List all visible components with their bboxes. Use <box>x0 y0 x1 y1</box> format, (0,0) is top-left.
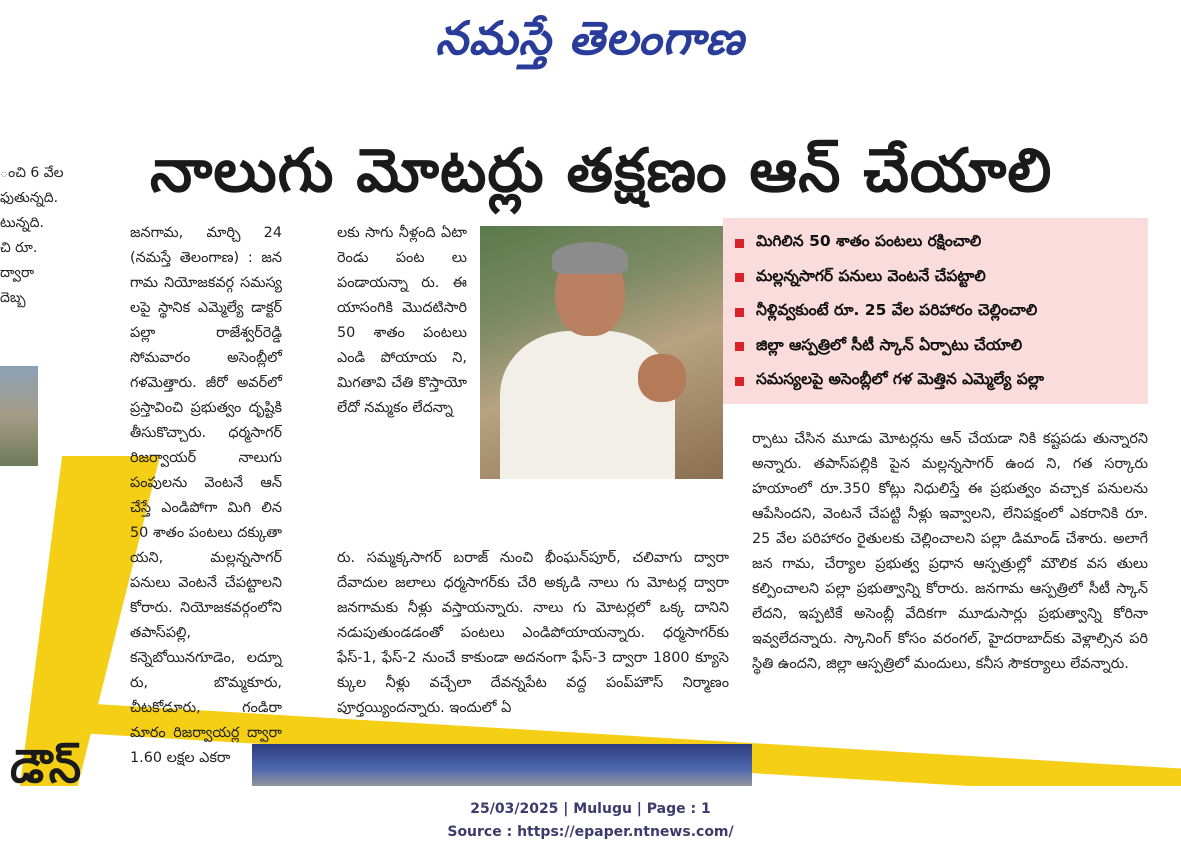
mla-photo <box>480 226 723 479</box>
highlight-item <box>735 295 1140 330</box>
article-column-2-continued: రు. సమ్మక్కసాగర్ బరాజ్ నుంచి భీంఘన్‌పూర్, చలివాగు ద్వారా దేవాదుల జలాలు ధర్మసాగర్‌కు చేరి అక్కడి నాలు గు మోటర్ల ద్వారా జనగామకు నీళ్లు వస్తాయన్నారు. నాలు గు మోటర్లలో ఒక్క దానిని నడుపుతుండడంతో పంటలు ఎండిపోయాయన్నారు. ధర్మసాగర్‌కు ఫేస్-1, ఫేస్-2 నుంచే కాకుండా అదనంగా ఫేస్-3 ద్వారా 1800 క్యూసె క్కుల నీళ్లు వచ్చేలా దేవన్నపేట వద్ద పంప్‌హౌస్ నిర్మాణం పూర్తయ్యిందన్నారు. ఇందులో ఏ <box>337 550 729 716</box>
adjacent-article-fragment <box>0 161 90 311</box>
highlight-item <box>735 364 1140 399</box>
highlight-item <box>735 261 1140 296</box>
article-headline: నాలుగు మోటర్లు తక్షణం ఆన్ చేయాలి <box>150 136 1053 206</box>
bullet-square-icon <box>735 342 744 351</box>
highlight-text: మల్లన్నసాగర్ పనులు వెంటనే చేపట్టాలి <box>756 266 986 285</box>
photo-shirt <box>500 331 675 479</box>
fragment-line: దెబ్బ <box>0 290 26 306</box>
article-column-1: జనగామ, మార్చి 24 (నమస్తే తెలంగాణ) : జన గామ నియోజకవర్గ సమస్య లపై స్థానిక ఎమ్మెల్యే డాక్టర్ పల్లా రాజేశ్వర్‌రెడ్డి సోమవారం అసెంబ్లీలో గళమెత్తారు. జీరో అవర్‌లో ప్రస్తావించి ప్రభుత్వం దృష్టికి తీసుకొచ్చారు. ధర్మసాగర్ రిజర్వాయర్ నాలుగు పంపులను వెంటనే ఆన్ చేస్తే ఎండిపోగా మిగి లిన 50 శాతం పంటలు దక్కుతా యని, మల్లన్నసాగర్ పనులు వెంటనే చేపట్టాలని కోరారు. నియోజకవర్గంలోని తపాస్‌పల్లి, కన్నెబోయినగూడెం, లద్నూ రు, బొమ్మకూరు, చీటకోడూరు, గండిరా మారం రిజర్వాయర్ల ద్వారా 1.60 లక్షల ఎకరా <box>130 225 282 766</box>
photo-hair <box>552 242 628 274</box>
fragment-line: ద్వారా <box>0 265 35 281</box>
highlight-text: మిగిలిన 50 శాతం పంటలు రక్షించాలి <box>756 232 982 251</box>
highlights-box <box>723 218 1148 404</box>
highlight-text: సమస్యలపై అసెంబ్లీలో గళ మెత్తిన ఎమ్మెల్యే పల్లా <box>756 370 1044 389</box>
page-footer <box>0 798 1181 844</box>
masthead-logo: నమస్తే తెలంగాణ <box>435 11 745 65</box>
edition-info: 25/03/2025 | Mulugu | Page : 1 <box>470 801 711 817</box>
news-clipping <box>0 96 1181 786</box>
bullet-square-icon <box>735 239 744 248</box>
bullet-square-icon <box>735 273 744 282</box>
highlight-item <box>735 330 1140 365</box>
bullet-square-icon <box>735 377 744 386</box>
article-column-2: లకు సాగు నీళ్లంది ఏటా రెండు పంట లు పండాయన్నా రు. ఈ యాసంగికి మొదటిసారి 50 శాతం పంటలు ఎండి పోయాయ ని, మిగతావి చేతి కొస్తాయో లేదో నమ్మకం లేదన్నా <box>337 225 467 416</box>
highlight-text: జిల్లా ఆస్పత్రిలో సీటీ స్కాన్ ఏర్పాటు చేయాలి <box>756 335 1023 354</box>
fragment-line: టున్నది. <box>0 215 44 231</box>
fragment-line: ంచి 6 వేల <box>0 165 64 181</box>
bullet-square-icon <box>735 308 744 317</box>
adjacent-photo <box>0 366 38 466</box>
next-article-heading: డౌన్ <box>10 739 82 786</box>
article-column-3: ర్పాటు చేసిన మూడు మోటర్లను ఆన్ చేయడా నికి కష్టపడు తున్నారని అన్నారు. తపాస్‌పల్లికి పైన మల్లన్నసాగర్ ఉంద ని, గత సర్కారు హయాంలో రూ.350 కోట్లు నిధులిస్తే ఈ ప్రభుత్వం వచ్చాక పనులను ఆపేసిందని, వెంటనే చేపట్టి నీళ్లు ఇవ్వాలని, లేనిపక్షంలో ఎకరానికి రూ. 25 వేల పరిహారం రైతులకు చెల్లించాలని పల్లా డిమాండ్ చేశారు. అలాగే జన గామ, చేర్యాల ప్రభుత్వ ప్రధాన ఆస్పత్రుల్లో మౌలిక వస తులు కల్పించాలని పల్లా ప్రభుత్వాన్ని కోరారు. జనగామ ఆస్పత్రిలో సీటీ స్కాన్ లేదని, ఇప్పటికే అసెంబ్లీ వేదికగా మూడుసార్లు ప్రభుత్వాన్ని కోరినా ఇవ్వలేదన్నారు. స్కానింగ్ కోసం వరంగల్, హైదరాబాద్‌కు వెళ్లాల్సిన పరి స్థితి ఉందని, జిల్లా ఆస్పత్రిలో మందులు, కనీస సౌకర్యాలు లేవన్నారు. <box>752 431 1148 672</box>
fragment-line: ఫుతున్నది. <box>0 190 59 206</box>
photo-hand <box>638 354 686 402</box>
highlight-item <box>735 226 1140 261</box>
fragment-line: చి రూ. <box>0 240 38 256</box>
source-link[interactable]: Source : https://epaper.ntnews.com/ <box>447 824 734 840</box>
highlight-text: నీళ్లివ్వకుంటే రూ. 25 వేల పరిహారం చెల్లించాలి <box>756 301 1038 320</box>
next-article-photo <box>252 744 752 786</box>
